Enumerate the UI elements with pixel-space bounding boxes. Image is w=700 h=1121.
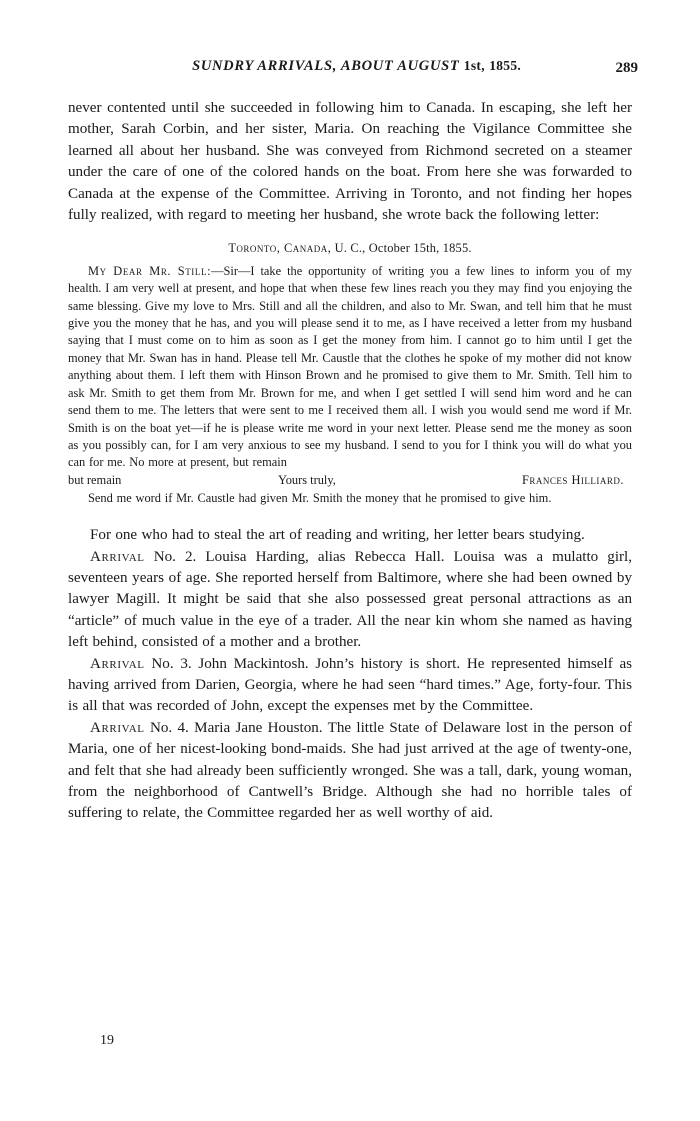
letter-closing bbox=[68, 472, 632, 490]
arrival-label-3: Arrival bbox=[90, 655, 145, 672]
after-letter-text bbox=[68, 525, 632, 825]
letter-salutation-dash: —Sir— bbox=[211, 263, 251, 278]
arrival-number-3: No. 3. bbox=[151, 655, 192, 672]
editor-comment: For one who had to steal the art of reading and writing, her letter bears studying. bbox=[90, 527, 585, 544]
arrival-entry-2 bbox=[68, 547, 632, 654]
signature-mark: 19 bbox=[100, 1033, 114, 1048]
letter-signature: Frances Hilliard. bbox=[521, 472, 624, 487]
page-header-title bbox=[192, 58, 521, 75]
letter-text: I take the opportunity of writing you a few lines to inform you of my health. I am very well at present, and hope that when these few lines reach you they may find you enjoying the same blessing. Give my love to Mrs. Still and all the children, and also to Mr. Swan, and tell him that he must give you the money that he has, and you will please send it to me, as I have received a letter from my husband saying that I must come on to him as soon as I get the money from him. I cannot go to him until I get the money that Mr. Swan has in hand. Please tell Mr. Caustle that the clothes he spoke of my mother did not know anything about them. I left them with Hinson Brown and he promised to give them to Mr. Smith. Tell him to ask Mr. Smith to get them from Mr. Brown for me, and when I get settled I will send him word and he can send them to me. The letters that were sent to me I received them all. I wish you would send me word if Mr. Smith is on the boat yet—if he is please write me word in your next letter. Please send me the money as soon as you possibly can, for I am very anxious to see my husband. I send to you for I think you will do what you can for me. No more at present, but remain bbox=[68, 263, 632, 470]
letter-dateline-rest: U. C., October 15th, 1855. bbox=[334, 241, 472, 256]
arrival-entry-3 bbox=[68, 654, 632, 718]
letter-salutation: My Dear Mr. Still: bbox=[88, 263, 212, 278]
body-text bbox=[68, 98, 632, 226]
header-title-day: 1st, bbox=[463, 58, 485, 73]
letter-body bbox=[68, 263, 632, 472]
opening-paragraph: never contented until she succeeded in following him to Canada. In escaping, she left her mother, Sarah Corbin, and her sister, Maria. On reaching the Vigilance Committee she learned all about her husband. She was conveyed from Richmond secreted on a steamer under the care of one of the colored hands on the boat. From here she was forwarded to Canada at the expense of the Committee. Arriving in Toronto, and not finding her hopes fully realized, with regard to meeting her husband, she wrote back the following letter: bbox=[68, 100, 632, 224]
arrival-entry-4 bbox=[68, 718, 632, 825]
letter-postscript: Send me word if Mr. Caustle had given Mr. Smith the money that he promised to give him. bbox=[88, 490, 552, 505]
letter-closing-remain: but remain bbox=[68, 472, 122, 487]
folio-number: 289 bbox=[615, 60, 638, 76]
arrival-text-2: Louisa Harding, alias Rebecca Hall. Louisa was a mulatto girl, seventeen years of age. She reported herself from Baltimore, where she had been owned by lawyer Magill. It might be said that she also possessed great personal attractions as an “article” of much value in the eye of a trader. All the near kin whom she named as having left behind, consisted of a mother and a brother. bbox=[68, 548, 633, 651]
arrival-number-4: No. 4. bbox=[149, 719, 189, 736]
letter-closing-yours: Yours truly, bbox=[278, 472, 336, 487]
running-head bbox=[68, 58, 638, 84]
arrival-text-3: John Mackintosh. John’s history is short. He represented himself as having arrived from Darien, Georgia, where he had seen “hard times.” Age, forty-four. This is all that was recorded of John, except the expenses met by the Committee. bbox=[68, 655, 633, 715]
letter-dateline bbox=[68, 240, 632, 257]
letter-block bbox=[68, 240, 632, 507]
arrival-label-2: Arrival bbox=[90, 548, 145, 565]
letter-dateline-place: Toronto, Canada, bbox=[228, 241, 332, 256]
header-title-main: SUNDRY ARRIVALS, ABOUT AUGUST bbox=[192, 58, 460, 74]
header-title-year: 1855. bbox=[489, 58, 522, 73]
arrival-text-4: Maria Jane Houston. The little State of Delaware lost in the person of Maria, one of her nicest-looking bond-maids. She had just arrived at the age of twenty-one, and felt that she had already been sufficiently wronged. She was a tall, dark, young woman, from the neighborhood of Cantwell’s Bridge. Although she had no horrible tales of suffering to relate, the Committee regarded her as well worthy of aid. bbox=[68, 719, 632, 822]
arrival-number-2: No. 2. bbox=[153, 548, 197, 565]
arrival-label-4: Arrival bbox=[90, 719, 145, 736]
